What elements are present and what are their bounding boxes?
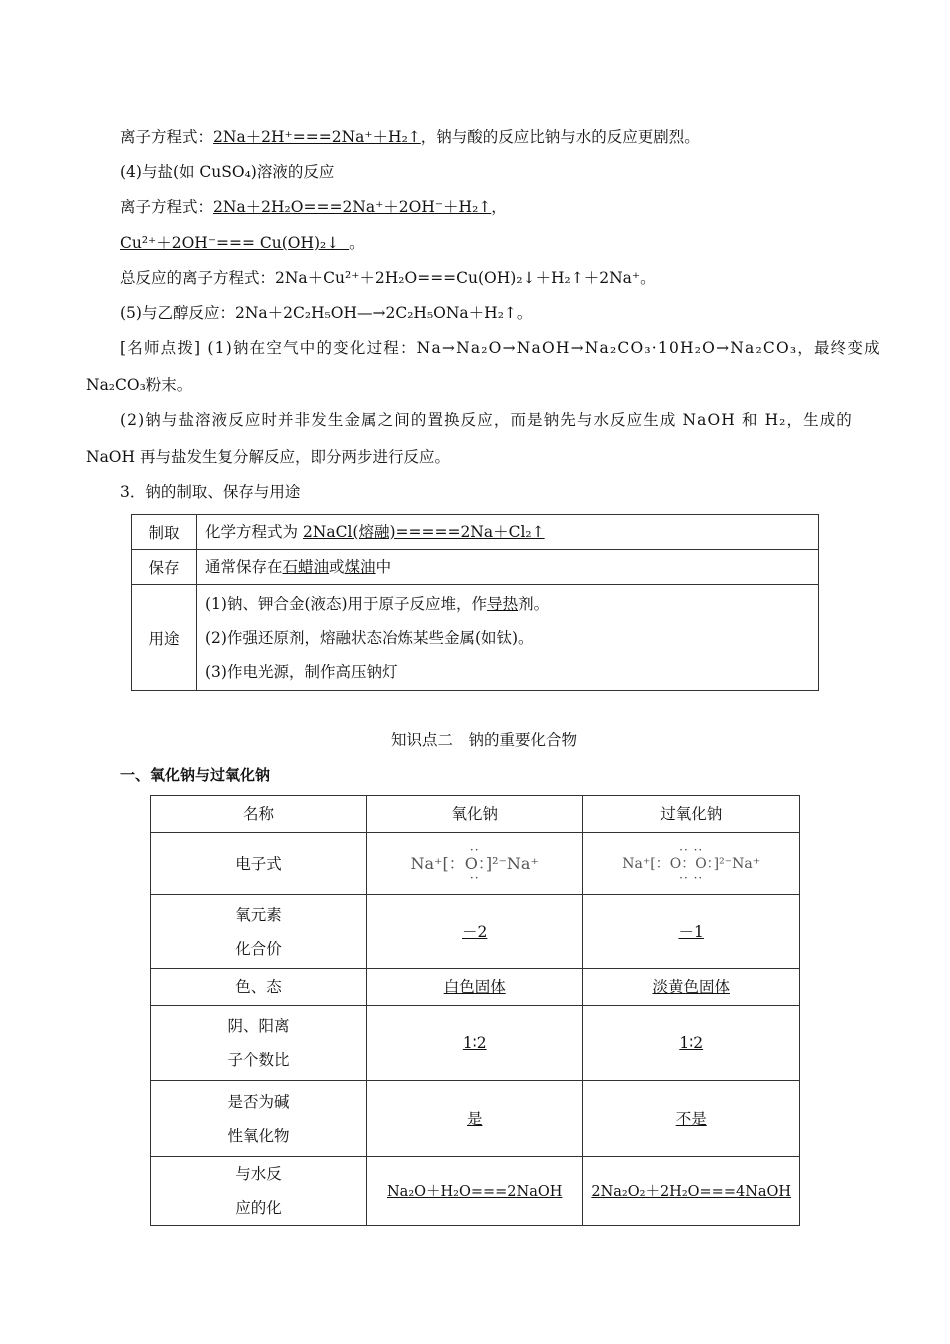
teacher-tip-2-cont: NaOH 再与盐发生复分解反应，即分两步进行反应。 [86, 448, 450, 466]
cell [583, 1006, 800, 1081]
answer: Na₂O＋H₂O===2NaOH [386, 1183, 563, 1200]
table-header-row [151, 796, 800, 833]
teacher-tip-1-cont: Na₂CO₃粉末。 [86, 376, 193, 394]
electron-formula: Na⁺[：O：O：]²⁻Na⁺ [622, 855, 761, 872]
tail: 。 [349, 234, 365, 252]
use-3: (3)作电光源，制作高压钠灯 [205, 662, 398, 681]
answer: －2 [462, 922, 488, 941]
teacher-tip-2: (2)钠与盐溶液反应时并非发生金属之间的置换反应，而是钠先与水反应生成 NaOH 和 H₂，生成的 [120, 411, 853, 429]
cell [366, 895, 582, 969]
row-label [151, 1006, 367, 1081]
electron-dots-top: ·· [469, 842, 480, 857]
section-3-heading: 3．钠的制取、保存与用途 [120, 483, 301, 501]
table-row [151, 969, 800, 1006]
table-row [151, 1157, 800, 1226]
label-line: 性氧化物 [227, 1126, 290, 1145]
text: 中 [375, 558, 392, 576]
subsection-title: 一、氧化钠与过氧化钠 [120, 766, 271, 784]
answer: 是 [466, 1109, 483, 1128]
cell [583, 895, 800, 969]
cell [366, 1081, 582, 1157]
electron-dots-bottom: ·· ·· [679, 870, 704, 885]
answer: 石蜡油 [282, 558, 330, 576]
label-line: 与水反 [235, 1165, 282, 1183]
tail: ， [491, 198, 507, 216]
electron-formula-na2o2 [583, 833, 800, 895]
electron-dots-top: ·· ·· [679, 842, 704, 857]
blank [339, 234, 349, 252]
answer: 煤油 [344, 558, 376, 576]
use-2: (2)作强还原剂，熔融状态冶炼某些金属(如钛)。 [205, 628, 534, 647]
row-label [151, 1081, 367, 1157]
teacher-tip-1: [名师点拨] (1)钠在空气中的变化过程：Na→Na₂O→NaOH→Na₂CO₃·10H₂O→Na₂CO₃，最终变成 [120, 339, 881, 357]
oxides-comparison-table [150, 795, 800, 1226]
heading-salt-reaction: (4)与盐(如 CuSO₄)溶液的反应 [120, 163, 335, 181]
equation: 2NaCl(熔融)=====2Na＋Cl₂↑ [302, 523, 545, 541]
cell [366, 1006, 582, 1081]
row-label: 制取 [132, 515, 197, 550]
electron-formula: Na⁺[：O：]²⁻Na⁺ [410, 853, 539, 873]
label-line: 是否为碱 [227, 1092, 290, 1111]
answer: 白色固体 [443, 978, 506, 996]
answer: 1∶2 [462, 1034, 487, 1052]
text: 剂。 [518, 594, 550, 613]
tail: ，钠与酸的反应比钠与水的反应更剧烈。 [420, 128, 700, 146]
ionic-equation-copper [120, 232, 365, 254]
label-line: 氧元素 [235, 905, 282, 924]
ionic-equation-acid [120, 126, 700, 148]
cell [583, 969, 800, 1006]
row-label: 电子式 [151, 833, 367, 895]
table-row [132, 585, 819, 691]
answer: 淡黄色固体 [652, 978, 730, 996]
label-line: 子个数比 [227, 1051, 290, 1069]
cell [366, 1157, 582, 1226]
row-label: 色、态 [151, 969, 367, 1006]
text: 或 [329, 558, 345, 576]
table-row [151, 1006, 800, 1081]
table-row [151, 895, 800, 969]
text: 化学方程式为 [205, 523, 303, 541]
electron-formula-na2o [366, 833, 582, 895]
label-line: 阴、阳离 [227, 1017, 290, 1035]
text: (1)钠、钾合金(液态)用于原子反应堆，作 [205, 594, 488, 613]
sodium-production-table [131, 514, 819, 691]
answer: 不是 [675, 1109, 707, 1128]
ethanol-reaction: (5)与乙醇反应：2Na＋2C₂H₅OH—→2C₂H₅ONa＋H₂↑。 [120, 304, 533, 322]
row-label: 用途 [132, 585, 197, 691]
answer: 1∶2 [679, 1034, 704, 1052]
text: 通常保存在 [205, 558, 283, 576]
use-1 [205, 587, 818, 621]
answer: 2Na₂O₂＋2H₂O===4NaOH [591, 1183, 792, 1200]
header-cell: 过氧化钠 [583, 796, 800, 833]
row-label [151, 1157, 367, 1226]
answer: －1 [678, 922, 704, 941]
answer: 导热 [487, 594, 519, 613]
label-line: 化合价 [235, 939, 282, 958]
row-value [197, 515, 819, 550]
row-value [197, 585, 819, 691]
cell [366, 969, 582, 1006]
cell [583, 1157, 800, 1226]
equation: Cu²⁺＋2OH⁻=== Cu(OH)₂↓ [120, 234, 340, 252]
equation: 2Na＋2H₂O===2Na⁺＋2OH⁻＋H₂↑ [213, 198, 492, 216]
table-row [132, 515, 819, 550]
label-line: 应的化 [235, 1199, 282, 1217]
label: 离子方程式： [120, 198, 214, 216]
ionic-equation-water [120, 196, 507, 218]
section-title: 知识点二 钠的重要化合物 [391, 731, 578, 749]
electron-dots-bottom: ·· [469, 870, 480, 885]
table-row [151, 833, 800, 895]
cell [583, 1081, 800, 1157]
row-label [151, 895, 367, 969]
table-row [132, 550, 819, 585]
equation: 2Na＋2H⁺===2Na⁺＋H₂↑ [213, 128, 421, 146]
header-cell: 氧化钠 [366, 796, 582, 833]
table-row [151, 1081, 800, 1157]
total-ionic-equation: 总反应的离子方程式：2Na＋Cu²⁺＋2H₂O===Cu(OH)₂↓＋H₂↑＋2Na⁺。 [120, 269, 656, 287]
row-value [197, 550, 819, 585]
row-label: 保存 [132, 550, 197, 585]
label: 离子方程式： [120, 128, 214, 146]
header-cell: 名称 [151, 796, 367, 833]
